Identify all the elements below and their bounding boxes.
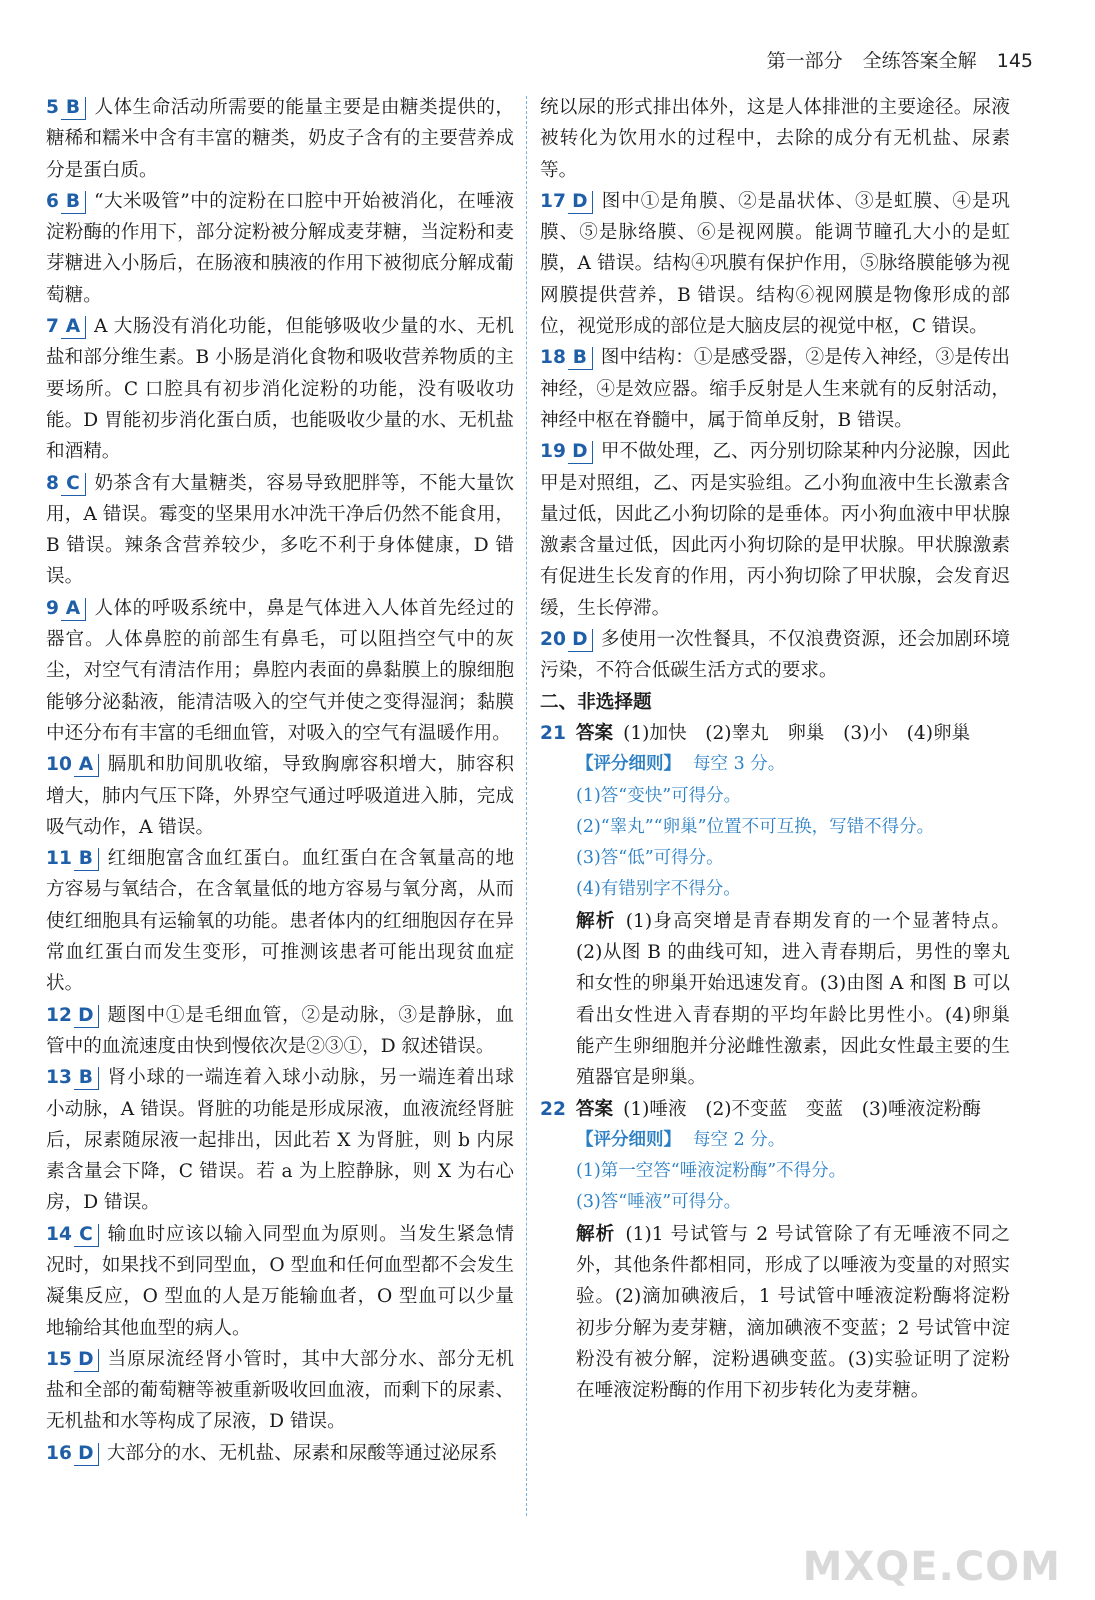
answer-item — [46, 1344, 514, 1438]
question-number: 9 — [46, 597, 59, 619]
question-number: 14 — [46, 1223, 72, 1245]
analysis-label: 解析 — [576, 1223, 616, 1245]
rubric-line: (1)第一空答“唾液淀粉酶”不得分。 — [576, 1161, 847, 1182]
question-number: 12 — [46, 1004, 72, 1026]
question-number: 19 — [540, 441, 566, 463]
answer-choice: D — [568, 441, 593, 464]
explanation-text: 肾小球的一端连着入球小动脉，另一端连着出球小动脉，A 错误。肾脏的功能是形成尿液，血液流经肾脏后，尿素随尿液一起排出，因此若 X 为肾脏，则 b 内尿素含量会下降，C 错误。若 a 为上腔静脉，则 X 为右心房，D 错误。 — [46, 1067, 514, 1214]
question-number: 11 — [46, 848, 72, 870]
page-header — [753, 46, 1033, 73]
answer-choice: A — [61, 316, 86, 339]
right-column — [540, 92, 1010, 1406]
analysis-text: (1)1 号试管与 2 号试管除了有无唾液不同之外，其他条件都相同，形成了以唾液为变量的对照实验。(2)滴加碘液后，1 号试管中唾液淀粉酶将淀粉初步分解为麦芽糖，滴加碘液不变蓝；2 号试管中淀粉没有被分解，淀粉遇碘变蓝。(3)实验证明了淀粉在唾液淀粉酶的作用下初步转化为麦芽糖。 — [576, 1223, 1010, 1402]
header-title: 全练答案全解 — [862, 50, 977, 72]
question-number: 18 — [540, 347, 566, 369]
answer-item — [46, 92, 514, 186]
rubric-head: 每空 3 分。 — [693, 754, 786, 775]
rubric-line: (4)有错别字不得分。 — [576, 879, 741, 900]
rubric-line: (2)“睾丸”“卵巢”位置不可互换，写错不得分。 — [576, 816, 935, 837]
answer-item — [540, 624, 1010, 687]
rubric-title: 【评分细则】 — [576, 1129, 681, 1150]
question-number: 6 — [46, 190, 59, 212]
explanation-text: 多使用一次性餐具，不仅浪费资源，还会加剧环境污染，不符合低碳生活方式的要求。 — [540, 629, 1010, 682]
question-number: 20 — [540, 629, 566, 651]
explanation-text: 红细胞富含血红蛋白。血红蛋白在含氧量高的地方容易与氧结合，在含氧量低的地方容易与氧分离，从而使红细胞具有运输氧的功能。患者体内的红细胞因存在异常血红蛋白而发生变形，可推测该患者可能出现贫血症状。 — [46, 848, 514, 995]
question-number: 15 — [46, 1348, 72, 1370]
rubric-title: 【评分细则】 — [576, 754, 681, 775]
question-number: 8 — [46, 472, 59, 494]
section-title: 二、非选择题 — [540, 691, 652, 713]
rubric-line: (3)答“唾液”可得分。 — [576, 1192, 742, 1213]
q22-answer — [540, 1094, 1010, 1125]
explanation-text: 大部分的水、无机盐、尿素和尿酸等通过泌尿系 — [106, 1442, 498, 1464]
answer-item — [540, 342, 1010, 436]
rubric-block — [540, 1125, 1010, 1156]
explanation-text: 甲不做处理，乙、丙分别切除某种内分泌腺，因此甲是对照组，乙、丙是实验组。乙小狗血液中生长激素含量过低，因此乙小狗切除的是垂体。丙小狗血液中甲状腺激素含量过低，因此丙小狗切除的是甲状腺。甲状腺激素有促进生长发育的作用，丙小狗切除了甲状腺，会发育迟缓，生长停滞。 — [540, 441, 1010, 619]
answer-choice: B — [61, 191, 86, 214]
explanation-text: A 大肠没有消化功能，但能够吸收少量的水、无机盐和部分维生素。B 小肠是消化食物和吸收营养物质的主要场所。C 口腔具有初步消化淀粉的功能，没有吸收功能。D 胃能初步消化蛋白质，也能吸收少量的水、无机盐和酒精。 — [46, 316, 514, 463]
answer-item — [46, 593, 514, 749]
answer-label: 答案 — [575, 1098, 614, 1120]
answer-item — [540, 186, 1010, 342]
answer-choice: A — [61, 598, 86, 621]
header-part: 第一部分 — [766, 50, 843, 72]
answer-choice: D — [74, 1443, 99, 1466]
answer-choice: C — [61, 473, 86, 496]
answer-choice: D — [74, 1005, 99, 1028]
answer-choice: B — [74, 1067, 99, 1090]
answer-choice: C — [74, 1224, 99, 1247]
explanation-text: 人体的呼吸系统中，鼻是气体进入人体首先经过的器官。人体鼻腔的前部生有鼻毛，可以阻挡空气中的灰尘，对空气有清洁作用；鼻腔内表面的鼻黏膜上的腺细胞能够分泌黏液，能清洁吸入的空气并使之变得湿润；黏膜中还分布有丰富的毛细血管，对吸入的空气有温暖作用。 — [46, 597, 514, 744]
explanation-text: 图中①是角膜、②是晶状体、③是虹膜、④是巩膜、⑤是脉络膜、⑥是视网膜。能调节瞳孔大小的是虹膜，A 错误。结构④巩膜有保护作用，⑤脉络膜能够为视网膜提供营养，B 错误。结构⑥视网膜是物像形成的部位，视觉形成的部位是大脑皮层的视觉中枢，C 错误。 — [540, 190, 1010, 338]
question-number: 13 — [46, 1067, 72, 1089]
question-number: 7 — [46, 316, 59, 338]
question-number: 22 — [540, 1098, 566, 1120]
answer-choice: D — [74, 1349, 99, 1372]
explanation-text: 题图中①是毛细血管，②是动脉，③是静脉，血管中的血流速度由快到慢依次是②③①，D 叙述错误。 — [46, 1004, 514, 1057]
watermark: MXQE.COM — [802, 1544, 1061, 1590]
answer-item — [46, 843, 514, 999]
column-divider — [526, 96, 527, 1516]
answer-item — [46, 311, 514, 467]
answer-label: 答案 — [575, 722, 614, 744]
analysis-text: (1)身高突增是青春期发育的一个显著特点。(2)从图 B 的曲线可知，进入青春期后，男性的睾丸和女性的卵巢开始迅速发育。(3)由图 A 和图 B 可以看出女性进入青春期的平均年龄比男性小。(4)卵巢能产生卵细胞并分泌雌性激素，因此女性最主要的生殖器官是卵巢。 — [576, 910, 1010, 1089]
answer-choice: B — [74, 848, 99, 871]
explanation-text: 输血时应该以输入同型血为原则。当发生紧急情况时，如果找不到同型血，O 型血和任何血型都不会发生凝集反应，O 型血的人是万能输血者，O 型血可以少量地输给其他血型的病人。 — [46, 1223, 514, 1339]
answer-item — [46, 1219, 514, 1344]
answer-item — [46, 468, 514, 593]
answer-choice: A — [74, 754, 99, 777]
explanation-text: 当原尿流经肾小管时，其中大部分水、部分无机盐和全部的葡萄糖等被重新吸收回血液，而剩下的尿素、无机盐和水等构成了尿液，D 错误。 — [46, 1348, 514, 1433]
explanation-text: 人体生命活动所需要的能量主要是由糖类提供的，糖稀和糯米中含有丰富的糖类，奶皮子含有的主要营养成分是蛋白质。 — [46, 97, 514, 181]
q21-answer — [540, 718, 1010, 749]
analysis-label: 解析 — [576, 910, 616, 932]
explanation-text: 膈肌和肋间肌收缩，导致胸廓容积增大，肺容积增大，肺内气压下降，外界空气通过呼吸道进入肺，完成吸气动作，A 错误。 — [46, 754, 514, 838]
question-number: 5 — [46, 97, 59, 118]
answer-item — [540, 436, 1010, 624]
analysis-block — [540, 906, 1010, 1094]
answer-choice: D — [568, 629, 593, 652]
rubric-line: (3)答“低”可得分。 — [576, 848, 724, 869]
rubric-head: 每空 2 分。 — [693, 1129, 786, 1150]
question-number: 10 — [46, 754, 72, 776]
continued-text: 统以尿的形式排出体外，这是人体排泄的主要途径。尿液被转化为饮用水的过程中，去除的成分有无机盐、尿素等。 — [540, 97, 1010, 181]
answer-item — [46, 749, 514, 843]
answer-choice: B — [568, 347, 593, 370]
answer-item — [46, 1000, 514, 1063]
rubric-block — [540, 749, 1010, 780]
question-number: 21 — [540, 722, 566, 744]
answer-choice: B — [61, 97, 86, 120]
left-column — [46, 92, 514, 1469]
explanation-text: 奶茶含有大量糖类，容易导致肥胖等，不能大量饮用，A 错误。霉变的坚果用水冲洗干净后仍然不能食用，B 错误。辣条含营养较少，多吃不利于身体健康，D 错误。 — [46, 472, 514, 588]
explanation-text: 图中结构：①是感受器，②是传入神经，③是传出神经，④是效应器。缩手反射是人生来就有的反射活动，神经中枢在脊髓中，属于简单反射，B 错误。 — [540, 347, 1010, 431]
question-number: 16 — [46, 1442, 72, 1464]
analysis-block — [540, 1219, 1010, 1407]
explanation-text: “大米吸管”中的淀粉在口腔中开始被消化，在唾液淀粉酶的作用下，部分淀粉被分解成麦芽糖，当淀粉和麦芽糖进入小肠后，在肠液和胰液的作用下被彻底分解成葡萄糖。 — [46, 190, 514, 306]
answer-text: (1)加快 (2)睾丸 卵巢 (3)小 (4)卵巢 — [623, 722, 971, 744]
answer-item — [46, 1438, 514, 1469]
answer-choice: D — [568, 191, 593, 214]
rubric-line: (1)答“变快”可得分。 — [576, 785, 742, 806]
question-number: 17 — [540, 190, 566, 212]
page-number: 145 — [996, 50, 1033, 72]
answer-item — [46, 186, 514, 311]
answer-item — [46, 1062, 514, 1218]
answer-text: (1)唾液 (2)不变蓝 变蓝 (3)唾液淀粉酶 — [623, 1098, 982, 1120]
